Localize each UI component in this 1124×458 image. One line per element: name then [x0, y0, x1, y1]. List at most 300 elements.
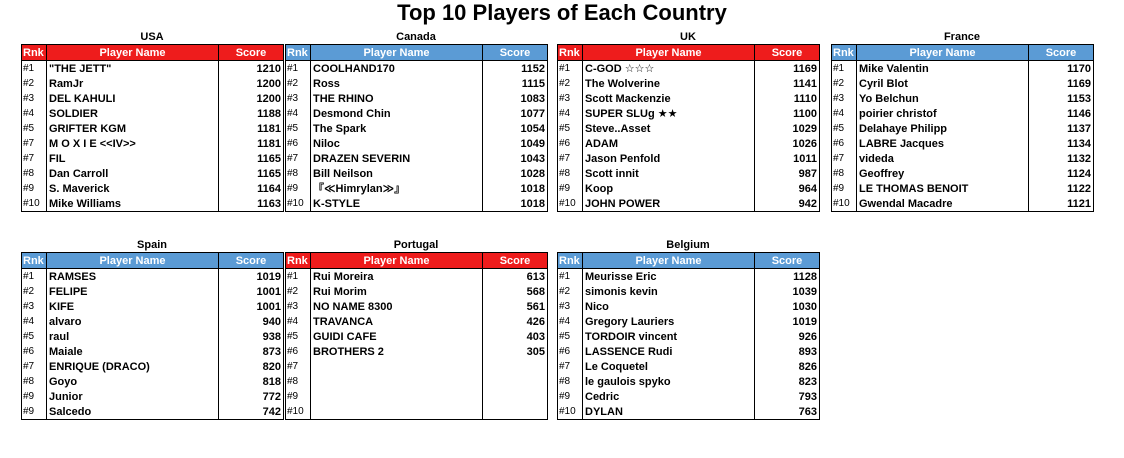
player-rank: #5	[286, 329, 311, 344]
player-rank: #5	[558, 329, 583, 344]
player-score: 1181	[219, 121, 284, 136]
country-title: Canada	[396, 31, 436, 43]
player-rank: #7	[22, 151, 47, 166]
leaderboard-table	[831, 44, 1094, 212]
player-name: The Wolverine	[583, 76, 755, 91]
player-rank: #7	[286, 151, 311, 166]
player-name: Rui Moreira	[311, 269, 483, 285]
player-score: 1164	[219, 181, 284, 196]
table-row	[558, 284, 820, 299]
player-name: TRAVANCA	[311, 314, 483, 329]
table-row	[558, 121, 820, 136]
rank-header: Rnk	[22, 45, 47, 61]
header-row	[286, 253, 548, 269]
player-score: 1170	[1029, 61, 1094, 77]
player-name: DEL KAHULI	[47, 91, 219, 106]
player-name: TORDOIR vincent	[583, 329, 755, 344]
player-score: 1029	[755, 121, 820, 136]
player-rank: #8	[22, 166, 47, 181]
player-name: RAMSES	[47, 269, 219, 285]
player-rank: #7	[558, 151, 583, 166]
player-rank: #2	[286, 284, 311, 299]
table-row	[286, 166, 548, 181]
player-name: Jason Penfold	[583, 151, 755, 166]
table-row	[286, 389, 548, 404]
player-name: Koop	[583, 181, 755, 196]
table-row	[832, 181, 1094, 196]
table-row	[558, 61, 820, 77]
name-header: Player Name	[857, 45, 1029, 61]
player-name: videda	[857, 151, 1029, 166]
table-row	[558, 166, 820, 181]
player-name: Scott Mackenzie	[583, 91, 755, 106]
score-header: Score	[1029, 45, 1094, 61]
player-score: 793	[755, 389, 820, 404]
player-name: GRIFTER KGM	[47, 121, 219, 136]
table-row	[22, 269, 284, 285]
table-row	[286, 284, 548, 299]
rank-header: Rnk	[286, 253, 311, 269]
player-rank: #7	[558, 359, 583, 374]
board-france	[831, 30, 1093, 212]
player-rank: #5	[22, 121, 47, 136]
rank-header: Rnk	[558, 45, 583, 61]
player-name: Bill Neilson	[311, 166, 483, 181]
player-name: Yo Belchun	[857, 91, 1029, 106]
rank-header: Rnk	[832, 45, 857, 61]
player-score: 1039	[755, 284, 820, 299]
player-name: Gwendal Macadre	[857, 196, 1029, 212]
player-rank: #1	[832, 61, 857, 77]
player-rank: #10	[832, 196, 857, 212]
player-score: 1200	[219, 91, 284, 106]
player-rank: #5	[558, 121, 583, 136]
table-row	[832, 166, 1094, 181]
player-name: LABRE Jacques	[857, 136, 1029, 151]
player-score: 1001	[219, 284, 284, 299]
table-row	[286, 91, 548, 106]
table-row	[286, 121, 548, 136]
table-row	[286, 329, 548, 344]
player-score: 1019	[755, 314, 820, 329]
leaderboard-table	[285, 252, 548, 420]
player-name: DRAZEN SEVERIN	[311, 151, 483, 166]
player-rank: #1	[558, 61, 583, 77]
player-name: LASSENCE Rudi	[583, 344, 755, 359]
table-row	[286, 299, 548, 314]
player-score: 938	[219, 329, 284, 344]
player-rank: #10	[558, 404, 583, 420]
country-title: Spain	[137, 239, 167, 251]
name-header: Player Name	[311, 45, 483, 61]
player-rank: #3	[22, 91, 47, 106]
table-row	[558, 329, 820, 344]
table-row	[22, 329, 284, 344]
player-score: 987	[755, 166, 820, 181]
player-score: 1054	[483, 121, 548, 136]
player-name: Niloc	[311, 136, 483, 151]
score-header: Score	[755, 253, 820, 269]
table-row	[286, 314, 548, 329]
player-score: 1163	[219, 196, 284, 212]
country-title: Portugal	[393, 239, 439, 251]
header-row	[22, 253, 284, 269]
player-rank: #8	[22, 374, 47, 389]
table-row	[286, 181, 548, 196]
player-name: Cedric	[583, 389, 755, 404]
table-row	[558, 404, 820, 420]
table-row	[22, 151, 284, 166]
leaderboard-table	[21, 44, 284, 212]
player-name: simonis kevin	[583, 284, 755, 299]
table-row	[832, 61, 1094, 77]
player-rank: #8	[286, 166, 311, 181]
player-name: BROTHERS 2	[311, 344, 483, 359]
header-row	[22, 45, 284, 61]
player-name: K-STYLE	[311, 196, 483, 212]
player-score: 1165	[219, 151, 284, 166]
player-score: 561	[483, 299, 548, 314]
player-name: Mike Williams	[47, 196, 219, 212]
player-rank: #3	[22, 299, 47, 314]
rank-header: Rnk	[22, 253, 47, 269]
player-score: 763	[755, 404, 820, 420]
player-rank: #7	[22, 136, 47, 151]
player-rank: #3	[832, 91, 857, 106]
player-score: 964	[755, 181, 820, 196]
table-row	[558, 389, 820, 404]
table-row	[22, 389, 284, 404]
table-row	[22, 91, 284, 106]
player-rank: #2	[558, 76, 583, 91]
player-name	[311, 389, 483, 404]
table-row	[286, 404, 548, 420]
player-name: Mike Valentin	[857, 61, 1029, 77]
player-score: 818	[219, 374, 284, 389]
table-row	[558, 314, 820, 329]
player-name: ADAM	[583, 136, 755, 151]
table-row	[832, 91, 1094, 106]
player-rank: #7	[286, 359, 311, 374]
table-row	[558, 374, 820, 389]
player-rank: #8	[286, 374, 311, 389]
country-title: France	[943, 31, 981, 43]
player-score: 1001	[219, 299, 284, 314]
player-rank: #1	[22, 269, 47, 285]
player-score: 1169	[755, 61, 820, 77]
player-name: ENRIQUE (DRACO)	[47, 359, 219, 374]
score-header: Score	[219, 253, 284, 269]
player-rank: #2	[22, 284, 47, 299]
player-name: Salcedo	[47, 404, 219, 420]
country-title: UK	[680, 31, 696, 43]
player-score: 1115	[483, 76, 548, 91]
player-score: 1128	[755, 269, 820, 285]
table-row	[22, 136, 284, 151]
player-name: C-GOD ☆☆☆	[583, 61, 755, 77]
player-rank: #10	[286, 196, 311, 212]
player-rank: #6	[558, 136, 583, 151]
player-score: 613	[483, 269, 548, 285]
player-score	[483, 404, 548, 420]
player-name: SUPER SLUg ★★	[583, 106, 755, 121]
leaderboard-table	[557, 252, 820, 420]
table-row	[558, 299, 820, 314]
table-row	[22, 121, 284, 136]
header-row	[832, 45, 1094, 61]
player-rank: #7	[22, 359, 47, 374]
player-score: 403	[483, 329, 548, 344]
player-score: 1019	[219, 269, 284, 285]
player-score: 568	[483, 284, 548, 299]
player-name: Geoffrey	[857, 166, 1029, 181]
player-score: 873	[219, 344, 284, 359]
player-score: 1030	[755, 299, 820, 314]
table-row	[832, 106, 1094, 121]
page-title: Top 10 Players of Each Country	[397, 0, 727, 25]
player-name: poirier christof	[857, 106, 1029, 121]
table-row	[22, 404, 284, 420]
player-rank: #6	[558, 344, 583, 359]
player-rank: #5	[22, 329, 47, 344]
player-score: 1028	[483, 166, 548, 181]
board-portugal	[285, 238, 547, 420]
player-name: KIFE	[47, 299, 219, 314]
player-rank: #9	[286, 181, 311, 196]
player-score: 940	[219, 314, 284, 329]
table-row	[558, 106, 820, 121]
player-score: 826	[755, 359, 820, 374]
country-title: Belgium	[666, 239, 710, 251]
score-header: Score	[755, 45, 820, 61]
table-row	[22, 299, 284, 314]
table-row	[22, 166, 284, 181]
player-score: 1122	[1029, 181, 1094, 196]
player-name: Nico	[583, 299, 755, 314]
player-name: Meurisse Eric	[583, 269, 755, 285]
player-score: 772	[219, 389, 284, 404]
name-header: Player Name	[583, 253, 755, 269]
player-score: 1141	[755, 76, 820, 91]
player-rank: #9	[558, 389, 583, 404]
player-score: 1137	[1029, 121, 1094, 136]
player-score: 1043	[483, 151, 548, 166]
player-rank: #3	[558, 299, 583, 314]
table-row	[558, 91, 820, 106]
player-name: Goyo	[47, 374, 219, 389]
player-score: 1110	[755, 91, 820, 106]
header-row	[286, 45, 548, 61]
player-rank: #4	[558, 314, 583, 329]
player-name: SOLDIER	[47, 106, 219, 121]
player-rank: #10	[558, 196, 583, 212]
player-name	[311, 359, 483, 374]
player-name: Le Coquetel	[583, 359, 755, 374]
player-score: 1011	[755, 151, 820, 166]
player-score: 1124	[1029, 166, 1094, 181]
player-rank: #6	[286, 344, 311, 359]
player-name: The Spark	[311, 121, 483, 136]
player-rank: #9	[286, 389, 311, 404]
player-score: 1018	[483, 181, 548, 196]
player-score: 1188	[219, 106, 284, 121]
table-row	[22, 76, 284, 91]
player-rank: #2	[558, 284, 583, 299]
player-rank: #1	[558, 269, 583, 285]
name-header: Player Name	[47, 253, 219, 269]
player-score: 823	[755, 374, 820, 389]
table-row	[22, 106, 284, 121]
player-score	[483, 374, 548, 389]
player-score: 426	[483, 314, 548, 329]
player-name: Cyril Blot	[857, 76, 1029, 91]
player-score: 1169	[1029, 76, 1094, 91]
player-rank: #5	[832, 121, 857, 136]
table-row	[558, 344, 820, 359]
player-rank: #10	[286, 404, 311, 420]
player-name: Steve..Asset	[583, 121, 755, 136]
player-score: 1100	[755, 106, 820, 121]
player-name: Maiale	[47, 344, 219, 359]
player-name: JOHN POWER	[583, 196, 755, 212]
table-row	[286, 269, 548, 285]
player-score: 820	[219, 359, 284, 374]
table-row	[286, 196, 548, 212]
name-header: Player Name	[583, 45, 755, 61]
player-rank: #4	[22, 314, 47, 329]
player-name: Rui Morim	[311, 284, 483, 299]
player-name: Ross	[311, 76, 483, 91]
header-row	[558, 253, 820, 269]
player-name: S. Maverick	[47, 181, 219, 196]
table-row	[286, 106, 548, 121]
leaderboard-table	[557, 44, 820, 212]
board-usa	[21, 30, 283, 212]
player-rank: #3	[286, 91, 311, 106]
rank-header: Rnk	[558, 253, 583, 269]
player-score: 305	[483, 344, 548, 359]
player-name: LE THOMAS BENOIT	[857, 181, 1029, 196]
name-header: Player Name	[311, 253, 483, 269]
player-name: le gaulois spyko	[583, 374, 755, 389]
player-name: M O X I E <<IV>>	[47, 136, 219, 151]
table-row	[558, 181, 820, 196]
player-name: Gregory Lauriers	[583, 314, 755, 329]
table-row	[832, 121, 1094, 136]
player-rank: #9	[22, 181, 47, 196]
player-score: 1077	[483, 106, 548, 121]
player-name: DYLAN	[583, 404, 755, 420]
player-score: 1132	[1029, 151, 1094, 166]
player-name	[311, 404, 483, 420]
player-rank: #6	[22, 344, 47, 359]
table-row	[22, 344, 284, 359]
player-score: 1210	[219, 61, 284, 77]
player-score: 1121	[1029, 196, 1094, 212]
player-name: THE RHINO	[311, 91, 483, 106]
player-name: 『≪Himrylan≫』	[311, 181, 483, 196]
board-belgium	[557, 238, 819, 420]
table-row	[286, 136, 548, 151]
score-header: Score	[219, 45, 284, 61]
player-score: 1200	[219, 76, 284, 91]
player-rank: #7	[832, 151, 857, 166]
player-rank: #9	[22, 404, 47, 420]
player-score: 1083	[483, 91, 548, 106]
player-name: COOLHAND170	[311, 61, 483, 77]
player-name: alvaro	[47, 314, 219, 329]
player-rank: #10	[22, 196, 47, 212]
player-rank: #2	[22, 76, 47, 91]
table-row	[286, 61, 548, 77]
player-name: Desmond Chin	[311, 106, 483, 121]
rank-header: Rnk	[286, 45, 311, 61]
table-row	[286, 374, 548, 389]
name-header: Player Name	[47, 45, 219, 61]
player-rank: #1	[286, 61, 311, 77]
table-row	[558, 76, 820, 91]
table-row	[22, 196, 284, 212]
player-rank: #1	[22, 61, 47, 77]
player-rank: #4	[286, 106, 311, 121]
player-rank: #9	[558, 181, 583, 196]
table-row	[22, 61, 284, 77]
player-rank: #6	[286, 136, 311, 151]
player-rank: #3	[558, 91, 583, 106]
player-score: 1049	[483, 136, 548, 151]
player-rank: #3	[286, 299, 311, 314]
table-row	[22, 284, 284, 299]
player-rank: #4	[558, 106, 583, 121]
player-score: 893	[755, 344, 820, 359]
player-name: Delahaye Philipp	[857, 121, 1029, 136]
table-row	[22, 359, 284, 374]
leaderboard-table	[285, 44, 548, 212]
player-rank: #8	[558, 166, 583, 181]
player-rank: #9	[22, 389, 47, 404]
player-rank: #2	[832, 76, 857, 91]
table-row	[558, 196, 820, 212]
table-row	[286, 359, 548, 374]
header-row	[558, 45, 820, 61]
player-rank: #4	[832, 106, 857, 121]
player-rank: #4	[22, 106, 47, 121]
player-score: 1165	[219, 166, 284, 181]
player-name: Junior	[47, 389, 219, 404]
player-score: 926	[755, 329, 820, 344]
table-row	[22, 374, 284, 389]
player-rank: #8	[558, 374, 583, 389]
leaderboard-table	[21, 252, 284, 420]
player-name: "THE JETT"	[47, 61, 219, 77]
player-score: 1152	[483, 61, 548, 77]
player-rank: #4	[286, 314, 311, 329]
table-row	[558, 269, 820, 285]
player-name: NO NAME 8300	[311, 299, 483, 314]
player-name: FIL	[47, 151, 219, 166]
player-score: 1146	[1029, 106, 1094, 121]
player-name: Scott innit	[583, 166, 755, 181]
player-score: 1153	[1029, 91, 1094, 106]
table-row	[558, 136, 820, 151]
player-rank: #8	[832, 166, 857, 181]
table-row	[286, 151, 548, 166]
player-score: 1134	[1029, 136, 1094, 151]
player-score: 1026	[755, 136, 820, 151]
table-row	[22, 181, 284, 196]
table-row	[558, 151, 820, 166]
player-score	[483, 359, 548, 374]
